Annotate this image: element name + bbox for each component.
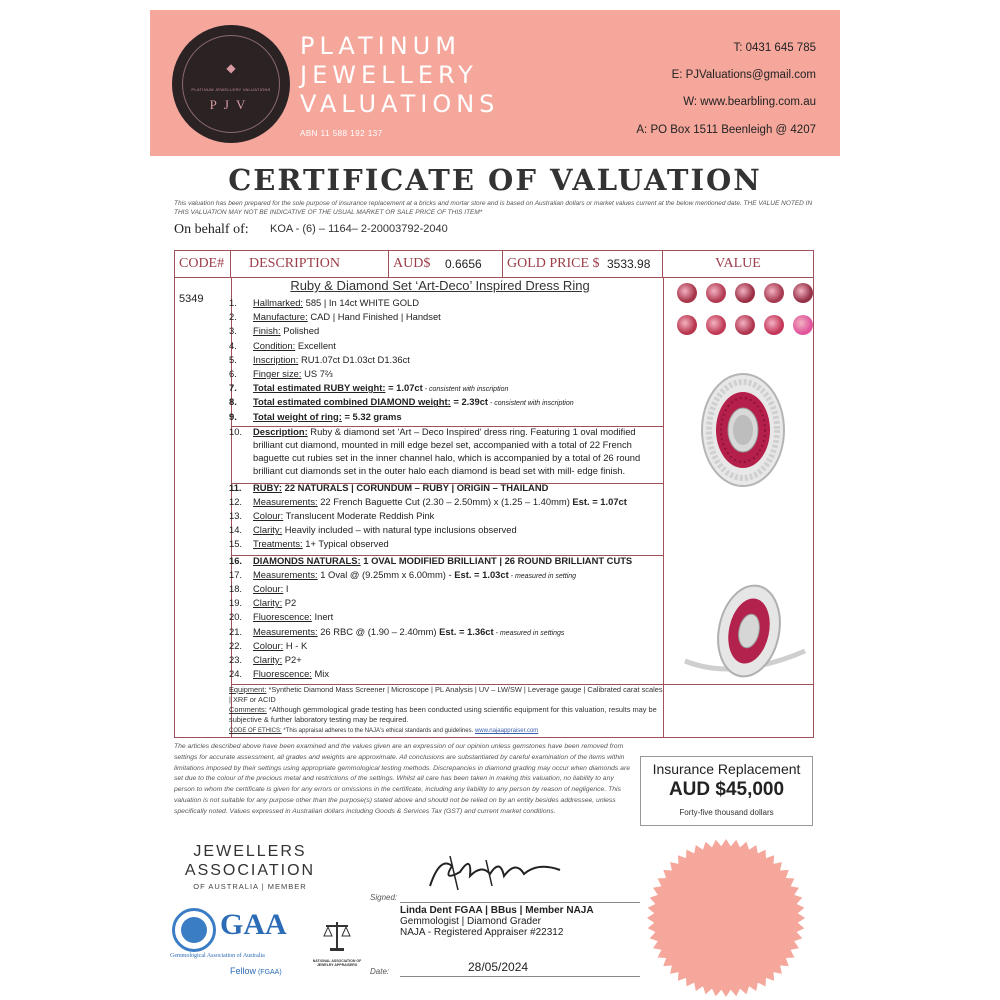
value-header: VALUE [715, 256, 761, 271]
valuation-table [174, 250, 814, 738]
detail-row [229, 582, 663, 596]
line-content [253, 339, 336, 353]
detail-row [229, 367, 663, 381]
line-number: 20. [229, 611, 243, 623]
abn-number: ABN 11 588 192 137 [300, 129, 383, 138]
line-text: 1 OVAL MODIFIED BRILLIANT | 26 ROUND BRILLIANT CUTS [360, 554, 633, 566]
detail-row [229, 568, 663, 582]
line-number: 2. [229, 311, 237, 323]
line-label: Total weight of ring: [253, 410, 342, 422]
pjv-logo [172, 25, 290, 143]
signer-role-1: Gemmologist | Diamond Grader [400, 916, 541, 927]
detail-row [229, 296, 663, 310]
line-content [253, 610, 333, 624]
line-note: - consistent with inscription [488, 400, 574, 408]
valuation-disclaimer: This valuation has been prepared for the sole purpose of insurance replacement at a bricks and mortar store and is based on Australian dollars or market values current at the below mentioned date. THE VALUE NOTED IN THIS VALUATION MAY NOT BE INDICATIVE OF THE USUAL MARKET OR SALE PRICE OF THIS ITEM* [174, 200, 813, 216]
line-number: 16. [229, 554, 243, 566]
scales-icon [322, 918, 352, 954]
line-number: 17. [229, 568, 243, 580]
equipment-label: Equipment: [229, 685, 267, 694]
detail-row [229, 523, 663, 537]
on-behalf-label: On behalf of: [174, 222, 249, 237]
line-label: Measurements: [253, 568, 318, 580]
line-number: 15. [229, 538, 243, 550]
line-text: 585 | In 14ct WHITE GOLD [303, 297, 420, 308]
line-number: 8. [229, 396, 237, 408]
on-behalf-value: KOA - (6) – 1164– 2-20003792-2040 [270, 223, 448, 235]
ja-line-3: OF AUSTRALIA | MEMBER [193, 882, 307, 891]
detail-row [229, 410, 663, 424]
detail-row [229, 310, 663, 324]
gem-photo [764, 283, 784, 303]
detail-row [229, 381, 663, 395]
line-label: Finish: [253, 325, 281, 337]
line-number: 3. [229, 325, 237, 337]
detail-row [229, 653, 663, 667]
ethics-link[interactable]: www.najaappraiser.com [474, 728, 539, 734]
line-number: 13. [229, 510, 243, 522]
line-number: 21. [229, 625, 243, 637]
line-content [253, 509, 434, 523]
certificate-page [150, 0, 840, 1000]
signature-line [400, 902, 640, 903]
signer-name: Linda Dent FGAA | BBus | Member NAJA [400, 905, 594, 916]
comments-line [229, 705, 663, 725]
ring-side-view-photo [675, 581, 811, 687]
line-content [253, 481, 548, 495]
ja-line-1: JEWELLERS [193, 843, 307, 860]
line-note: - measured in setting [508, 572, 577, 580]
line-number: 22. [229, 639, 243, 651]
line-text: Translucent Moderate Reddish Pink [283, 510, 435, 522]
header-banner [150, 10, 840, 156]
date-label: Date: [370, 967, 390, 976]
date-line [400, 976, 640, 977]
gold-value: 3533.98 [607, 257, 651, 271]
detail-row [229, 639, 663, 653]
gold-label: GOLD PRICE $ [507, 256, 600, 271]
detail-row [229, 667, 663, 681]
line-number: 11. [229, 481, 242, 493]
diamond-lines [229, 554, 663, 682]
line-number: 19. [229, 597, 243, 609]
line-text: Excellent [295, 339, 336, 351]
insurance-label: Insurance Replacement [652, 761, 801, 777]
line-content [253, 410, 402, 424]
brand-line-3: VALUATIONS [300, 90, 500, 118]
line-content [253, 495, 627, 509]
line-text: = 1.07ct [385, 382, 423, 394]
ruby-lines [229, 481, 663, 552]
line-label: Clarity: [253, 653, 283, 665]
line-text: = 2.39ct [450, 396, 489, 408]
line-text: US 7⅔ [301, 367, 333, 379]
line-content [253, 353, 410, 367]
line-label: Measurements: [253, 625, 318, 637]
detail-row [229, 481, 663, 495]
line-label: Finger size: [253, 367, 302, 379]
line-content [253, 596, 296, 610]
value-column-divider [663, 277, 664, 737]
gaa-seal-icon [172, 908, 216, 952]
line-content [253, 367, 333, 381]
line-number: 4. [229, 339, 237, 351]
line-label: DIAMONDS NATURALS: [253, 554, 361, 566]
ethics-label: CODE OF ETHICS: [229, 728, 282, 734]
line-text: I [283, 583, 289, 594]
contact-web[interactable]: W: www.bearbling.com.au [683, 96, 816, 108]
line-number: 9. [229, 410, 237, 422]
logo-small-text: PLATINUM JEWELLERY VALUATIONS [191, 87, 271, 92]
line-number: 12. [229, 495, 243, 507]
line-text: = 5.32 grams [341, 410, 402, 422]
insurance-words: Forty-five thousand dollars [679, 808, 774, 817]
line-text: 1 Oval @ (9.25mm x 6.00mm) - [317, 568, 455, 580]
line-text: 22 NATURALS | CORUNDUM – RUBY | ORIGIN – THAILAND [282, 481, 549, 493]
line-note: - measured in settings [493, 629, 565, 637]
line-note: - consistent with inscription [422, 386, 509, 394]
gem-photo [735, 315, 755, 335]
line-label: Fluorescence: [253, 611, 312, 623]
line-label: Hallmarked: [253, 297, 304, 308]
line-text: Heavily included – with natural type inclusions observed [282, 524, 517, 536]
contact-email[interactable]: E: PJValuations@gmail.com [671, 69, 816, 81]
valuation-footnote: The articles described above have been examined and the values given are an expression of our opinion unless gemstones have been removed from settings for accurate assessment, all grades and weights are approximate. All conclusions are substantiated by careful examination of the items within limitations imposed by their settings using appropriate gemmological testing methods. Discrepancies in diamond grading may occur when diamonds are set due to the colour of the precious metal and restrictions of the settings. Whilst all care has been taken in making this valuation, no liability to any person to whom the certificate is given for any errors or omissions in the certificate, including any liability to any person by reason of negligence. This valuation is not suitable for any purpose other than the purpose(s) stated above and should not be relied on by an entity besides addressee, unless specifically noted. Values expressed in Australian dollars including Goods & Services Tax (GST) and current market conditions. [174, 743, 631, 815]
line-text: Polished [280, 325, 320, 337]
item-code: 5349 [179, 293, 204, 305]
ring-top-view-photo [700, 371, 786, 489]
line-content [253, 523, 517, 537]
detail-row [229, 353, 663, 367]
equipment-notes [229, 685, 663, 736]
line-content [253, 296, 419, 310]
comments-text: *Although gemmological grade testing has been conducted using scientific equipment for this valuation, results may be subjective & further laboratory testing may be required. [229, 705, 657, 724]
line-label: Manufacture: [253, 311, 308, 323]
equipment-text: *Synthetic Diamond Mass Screener | Microscope | PL Analysis | UV – LW/SW | Leverage gauge | Calibrated carat scales | XRF or ACID [229, 685, 663, 704]
insurance-amount: AUD $45,000 [668, 779, 785, 800]
line-text: H - K [283, 639, 308, 651]
item-details [229, 296, 663, 681]
gaa-subtitle: Gemmological Association of Australia [170, 953, 265, 959]
detail-row [229, 596, 663, 610]
gem-photo [735, 283, 755, 303]
line-number: 18. [229, 583, 243, 594]
line-label: Total estimated RUBY weight: [253, 382, 386, 394]
line-number: 14. [229, 524, 243, 536]
naja-text: NATIONAL ASSOCIATION OF JEWELRY APPRAISERS [312, 959, 362, 967]
brand-name [300, 32, 499, 119]
line-text: Inert [311, 611, 334, 623]
line-number: 23. [229, 653, 243, 665]
gem-photo [677, 315, 697, 335]
line-estimate: Est. = 1.36ct [439, 625, 494, 637]
handwritten-signature [420, 846, 570, 896]
contact-phone: T: 0431 645 785 [733, 42, 816, 54]
line-content [253, 554, 632, 568]
date-value: 28/05/2024 [468, 960, 529, 974]
detail-row [229, 537, 663, 551]
gaa-logo-text: GAA [220, 908, 287, 941]
detail-row [229, 324, 663, 338]
line-number: 10. [229, 425, 243, 437]
line-label: Clarity: [253, 524, 283, 536]
aud-label: AUD$ [393, 256, 431, 271]
line-text: RU1.07ct D1.03ct D1.36ct [298, 353, 410, 365]
line-estimate: Est. = 1.07ct [572, 495, 627, 507]
gem-photo [706, 315, 726, 335]
line-label: RUBY: [253, 481, 282, 493]
item-title: Ruby & Diamond Set ‘Art-Deco’ Inspired Dress Ring [290, 278, 590, 293]
line-text: P2+ [282, 653, 302, 665]
diamond-icon: ◆ [226, 61, 236, 75]
gem-photo [764, 315, 784, 335]
line-content [253, 582, 288, 596]
jewellers-association-logo [180, 842, 320, 891]
basic-lines [229, 296, 663, 424]
line-label: Description: [253, 425, 308, 437]
line-label: Colour: [253, 583, 284, 594]
detail-row [229, 554, 663, 568]
line-label: Fluorescence: [253, 668, 312, 680]
code-header: CODE# [175, 251, 231, 277]
line-label: Colour: [253, 639, 284, 651]
equipment-line [229, 685, 663, 705]
description-line [229, 425, 663, 477]
naja-logo [305, 918, 369, 967]
line-label: Total estimated combined DIAMOND weight: [253, 396, 451, 408]
gem-photo [793, 283, 813, 303]
signed-label: Signed: [370, 893, 398, 902]
line-content [253, 310, 441, 324]
line-number: 7. [229, 382, 237, 394]
gem-photo [793, 315, 813, 335]
line-text: Mix [311, 668, 330, 680]
line-content [253, 667, 329, 681]
line-label: Measurements: [253, 495, 318, 507]
line-text: CAD | Hand Finished | Handset [307, 311, 441, 323]
fellow-suffix: (FGAA) [256, 969, 282, 976]
fellow-label: Fellow [230, 966, 257, 976]
line-text: 26 RBC @ (1.90 – 2.40mm) [317, 625, 440, 637]
line-text: Ruby & diamond set ‘Art – Deco Inspired’ dress ring. Featuring 1 oval modified brilliant cut diamond, mounted in mill edge bezel set, accompanied with a total of 22 French baguette cut rubies set in the inner channel halo, which is accompanied by a total of 26 round brilliant cut diamonds set in the outer halo each diamond is bead set with mill- edge finish. [253, 425, 641, 476]
logo-ring [182, 35, 280, 133]
signer-role-2: NAJA - Registered Appraiser #22312 [400, 927, 564, 938]
detail-row [229, 395, 663, 409]
ethics-text: *This appraisal adheres to the NAJA's ethical standards and guidelines. [281, 728, 475, 734]
detail-row [229, 339, 663, 353]
comments-label: Comments: [229, 705, 267, 714]
line-number: 1. [229, 297, 237, 308]
detail-row [229, 610, 663, 624]
gaa-seal-centre [181, 917, 207, 943]
line-content [253, 324, 319, 338]
detail-row [229, 509, 663, 523]
line-text: 1+ Typical observed [302, 538, 389, 550]
description-header: DESCRIPTION [231, 251, 389, 277]
line-text: 22 French Baguette Cut (2.30 – 2.50mm) x (1.25 – 1.40mm) [317, 495, 573, 507]
line-label: Colour: [253, 510, 284, 522]
certification-seal [646, 838, 806, 998]
ja-line-2: ASSOCIATION [184, 862, 316, 879]
line-number: 6. [229, 367, 237, 379]
page-title: CERTIFICATE OF VALUATION [228, 163, 762, 197]
gem-photo [706, 283, 726, 303]
logo-letters: PJV [209, 97, 253, 112]
ethics-line [229, 725, 663, 736]
detail-row [229, 495, 663, 509]
line-content [253, 537, 389, 551]
line-label: Treatments: [253, 538, 303, 550]
brand-line-1: PLATINUM [300, 32, 461, 60]
line-number: 24. [229, 668, 243, 680]
detail-row [229, 625, 663, 639]
gaa-fellow [230, 966, 282, 976]
contact-address: A: PO Box 1511 Beenleigh @ 4207 [636, 124, 816, 136]
line-text: P2 [282, 597, 297, 609]
brand-line-2: JEWELLERY [300, 61, 478, 89]
line-content [253, 653, 302, 667]
signer-block [400, 905, 594, 938]
gem-photo [677, 283, 697, 303]
line-label: Condition: [253, 339, 296, 351]
line-label: Clarity: [253, 597, 283, 609]
aud-value: 0.6656 [445, 257, 482, 271]
line-estimate: Est. = 1.03ct [454, 568, 509, 580]
line-number: 5. [229, 353, 237, 365]
line-label: Inscription: [253, 353, 299, 365]
line-content [253, 639, 307, 653]
